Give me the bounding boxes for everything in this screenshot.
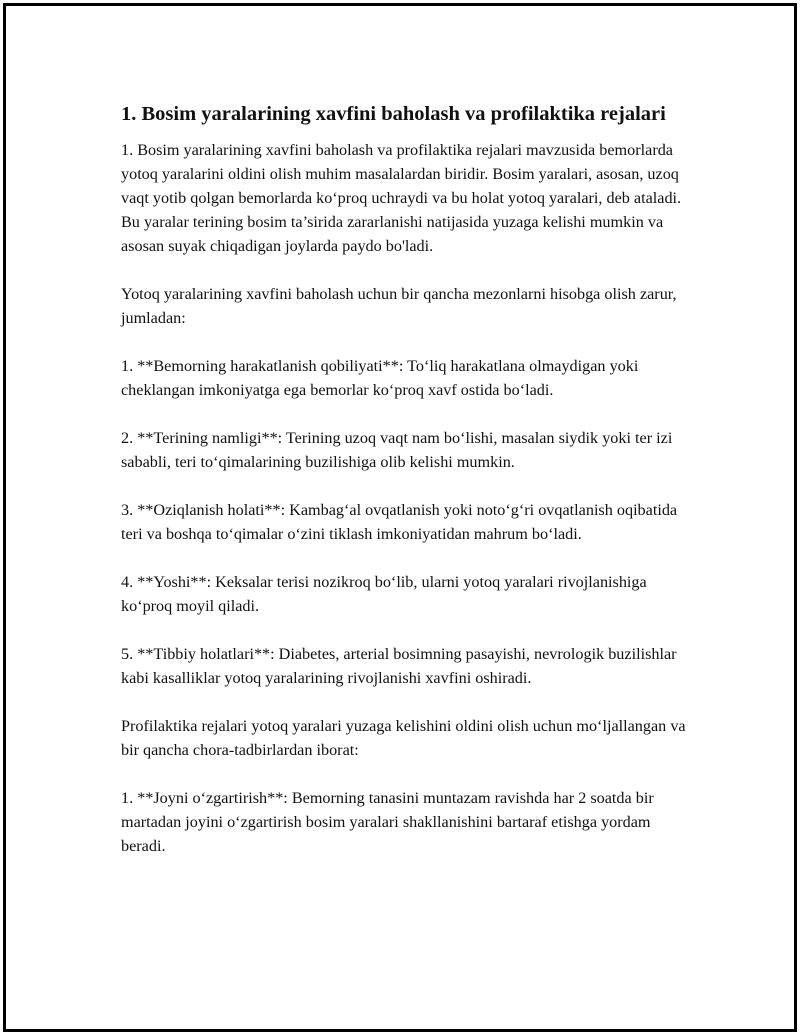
paragraph-criterion-moisture: 2. **Terining namligi**: Terining uzoq vaqt nam bo‘lishi, masalan siydik yoki ter izi sababli, teri to‘qimalarining buzilishiga olib kelishi mumkin. <box>121 429 673 471</box>
paragraph-criterion-age: 4. **Yoshi**: Keksalar terisi nozikroq bo‘lib, ularni yotoq yaralari rivojlanishiga ko‘proq moyil qiladi. <box>121 573 647 615</box>
document-title: 1. Bosim yaralarining xavfini baholash va profilaktika rejalari <box>121 103 666 125</box>
paragraph-criteria-intro: Yotoq yaralarining xavfini baholash uchun bir qancha mezonlarni hisobga olish zarur, jumladan: <box>121 285 677 327</box>
paragraph-intro: 1. Bosim yaralarining xavfini baholash va profilaktika rejalari mavzusida bemorlarda yotoq yaralarini oldini olish muhim masalalardan biridir. Bosim yaralari, asosan, uzoq vaqt yotib qolgan bemorlarda ko‘proq uchraydi va bu holat yotoq yaralari, deb ataladi. Bu yaralar terining bosim ta’sirida zararlanishi natijasida yuzaga kelishi mumkin va asosan suyak chiqadigan joylarda paydo bo'ladi. <box>121 141 682 255</box>
document-body <box>121 99 691 882</box>
paragraph-prevention-repositioning: 1. **Joyni o‘zgartirish**: Bemorning tanasini muntazam ravishda har 2 soatda bir martadan joyini o‘zgartirish bosim yaralari shakllanishini bartaraf etishga yordam beradi. <box>121 789 654 855</box>
paragraph-criterion-nutrition: 3. **Oziqlanish holati**: Kambag‘al ovqatlanish yoki noto‘g‘ri ovqatlanish oqibatida teri va boshqa to‘qimalar o‘zini tiklash imkoniyatidan mahrum bo‘ladi. <box>121 501 678 543</box>
paragraph-criterion-medical: 5. **Tibbiy holatlari**: Diabetes, arterial bosimning pasayishi, nevrologik buzilishlar kabi kasalliklar yotoq yaralarining rivojlanishi xavfini oshiradi. <box>121 645 677 687</box>
page-frame <box>3 3 797 1032</box>
paragraph-prevention-intro: Profilaktika rejalari yotoq yaralari yuzaga kelishini oldini olish uchun mo‘ljallangan va bir qancha chora-tadbirlardan iborat: <box>121 717 686 759</box>
paragraph-criterion-mobility: 1. **Bemorning harakatlanish qobiliyati**: To‘liq harakatlana olmaydigan yoki cheklangan imkoniyatga ega bemorlar ko‘proq xavf ostida bo‘ladi. <box>121 357 639 399</box>
